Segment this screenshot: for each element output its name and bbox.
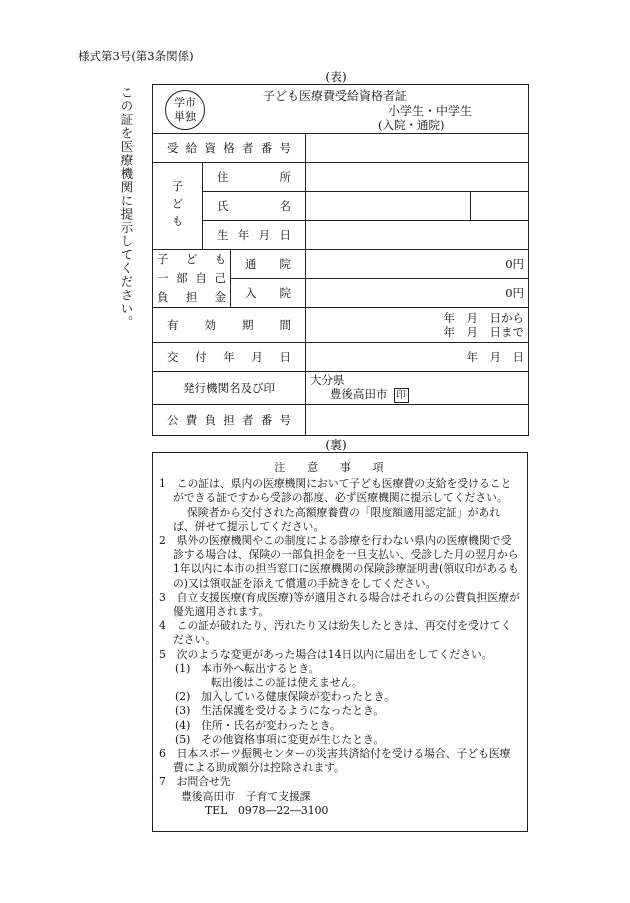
issue-date-value: 年 月 日 — [306, 343, 529, 372]
issuer-prefecture: 大分県 — [310, 373, 345, 387]
inpatient-amount: 0円 — [306, 279, 529, 308]
birthdate-value[interactable] — [306, 221, 529, 250]
note-3: 3 自立支援医療(育成医療)等が適用される場合はそれらの公費負担医療が優先適用されます。 — [159, 590, 520, 619]
inpatient-label: 入院 — [231, 279, 306, 308]
contact-tel: TEL 0978―22―3100 — [205, 803, 329, 817]
note-4: 4 この証が破れたり、汚れたり又は紛失したときは、再交付を受けてください。 — [159, 619, 512, 647]
note-5-1-sub: 転出後はこの証は使えません。 — [211, 676, 363, 690]
certificate-title: 子ども医療費受給資格者証 — [263, 89, 408, 103]
recipient-number-label: 受給資格者番号 — [153, 134, 306, 163]
name-label: 氏名 — [203, 192, 306, 221]
note-1-sub: 保険者から交付された高額療養費の「限度額適用認定証」があれば、併せて提示してください。 — [173, 505, 501, 533]
certificate-header — [153, 85, 529, 134]
outpatient-amount: 0円 — [306, 250, 529, 279]
valid-period-label: 有効期間 — [153, 308, 306, 343]
notes-title: 注意事項 — [274, 461, 406, 474]
burden-label-line1: 子 ど も — [157, 252, 226, 266]
form-number: 様式第3号(第3条関係) — [78, 49, 194, 63]
outpatient-label: 通院 — [231, 250, 306, 279]
seal-bottom-text: 単独 — [174, 110, 196, 123]
front-label: (表) — [325, 70, 347, 84]
seal-mark — [165, 90, 205, 130]
burden-label-line3: 負担金 — [157, 290, 226, 304]
issuer-seal: 印 — [394, 388, 409, 403]
note-5-2: (2) 加入している健康保険が変わったとき。 — [175, 690, 395, 704]
certificate-front — [152, 84, 529, 436]
valid-to: 年 月 日まで — [443, 325, 525, 339]
contact-office: 豊後高田市 子育て支援課 — [181, 789, 311, 803]
valid-period-value — [306, 308, 529, 343]
birthdate-label: 生年月日 — [203, 221, 306, 250]
address-value[interactable] — [306, 163, 529, 192]
child-label: 子ども — [153, 163, 203, 250]
note-5-4: (4) 住所・氏名が変わったとき。 — [175, 718, 341, 732]
burden-label — [153, 250, 231, 308]
note-5: 5 次のような変更があった場合は14日以内に届出をしてください。 — [159, 647, 493, 661]
note-6: 6 日本スポーツ振興センターの災害共済給付を受ける場合、子ども医療費による助成額分は控除されます。 — [159, 747, 511, 775]
certificate-scope: (入院・通院) — [378, 118, 445, 132]
seal-top-text: 学市 — [174, 96, 196, 109]
name-value[interactable] — [306, 192, 471, 221]
name-extra-value[interactable] — [471, 192, 529, 221]
note-7: 7 お問合せ先 — [159, 775, 231, 789]
public-burden-value[interactable] — [306, 405, 529, 436]
side-note: この証を医療機関に提示してください。 — [119, 86, 134, 329]
certificate-subtitle: 小学生・中学生 — [388, 104, 473, 118]
note-1: 1 この証は、県内の医療機関において子ども医療費の支給を受けることができる証ですから受診の都度、必ず医療機関に提示してください。 — [159, 477, 512, 505]
issuer-value — [306, 372, 529, 405]
note-5-1: (1) 本市外へ転出するとき。 — [175, 661, 320, 675]
recipient-number-value[interactable] — [306, 134, 529, 163]
note-5-3: (3) 生活保護を受けるようになったとき。 — [175, 704, 385, 718]
back-label: (裏) — [325, 438, 347, 452]
note-5-5: (5) その他資格事項に変更が生じたとき。 — [175, 732, 385, 746]
issue-date-label: 交付年月日 — [153, 343, 306, 372]
public-burden-label: 公費負担者番号 — [153, 405, 306, 436]
valid-from: 年 月 日から — [443, 311, 525, 325]
notes-box — [152, 452, 528, 832]
note-2: 2 県外の医療機関やこの制度による診療を行わない県内の医療機関で受診する場合は、保険の一部負担金を一旦支払い、受診した月の翌月から1年以内に本市の担当窓口に医療機関の保険診療証明書(領収印があるもの)又は領収証を添えて償還の手続きをしてください。 — [159, 534, 519, 590]
burden-label-line2: 一部自己 — [157, 271, 226, 285]
issuer-label: 発行機関名及び印 — [153, 372, 306, 405]
address-label: 住所 — [203, 163, 306, 192]
issuer-city: 豊後高田市 — [330, 387, 388, 401]
